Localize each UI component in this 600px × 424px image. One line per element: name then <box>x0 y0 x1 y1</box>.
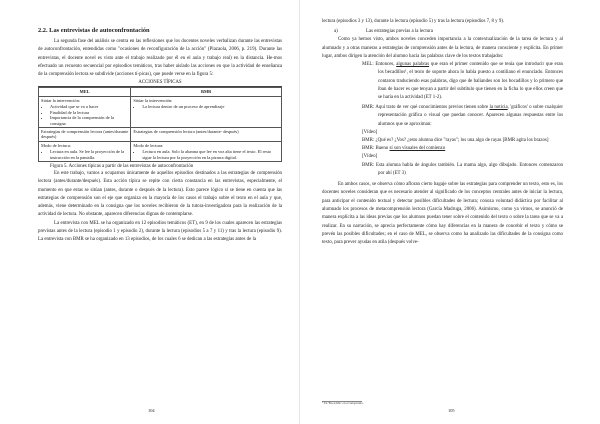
subsection-letter: a) <box>334 29 338 35</box>
video-marker: [Vídeo] <box>362 154 378 160</box>
table-cell <box>39 96 131 127</box>
subsection-title: Las estrategias previas a la lectura <box>366 29 433 35</box>
cell-heading: Modo de lectura: <box>41 142 71 148</box>
quote-bmr <box>362 137 563 145</box>
quote-underlined: algunas palabras <box>396 62 430 68</box>
quote-text: ¹, el texto de soporte ahora lo había puesto a contiliano el enunciado. Entonces contaron traduciendo esas palabras, digo que de baliandes son los bocadillos y lo primero que iban de hacer es que tenyan a partir del subtítulo que tienen en la ficha lo que ellos creen que se haría en la actividad (ET 1-2). <box>378 70 563 100</box>
cell-heading: Sitúar la intervención: <box>41 97 81 103</box>
paragraph: En este trabajo, vamos a ocuparnos únicamente de aquellos episodios destinados a las estrategias de comprensión lectora (antes/durante/después). Esta acción típica se repite con cierta constancia en las entrevistas, especialmente, el momento en que estas se sitúan (antes, durante o después de la lectura). Esto parece lógico si se tiene en cuenta que las estrategias de comprensión son el eje que organiza en la mayoría de los casos el trabajo sobre el texto en el aula y que, además, viene determinado en la consigna que los noveles recibieron de la tutora-investigadora para la realización de la actividad de lectura. No obstante, aparecen diferencias dignas de contemplarse. <box>38 170 282 218</box>
quote-text: Bueno <box>375 146 389 152</box>
quote-text: Esta alumna habla de ángulos también. La mama algo, algo dibujado. Entonces comenzaron por ahí (ET 3) <box>376 162 563 176</box>
list-item: • Actividad que se va a hacer <box>50 104 128 109</box>
quote-text: Entonces, <box>375 62 395 68</box>
speaker-label: BMR: <box>362 146 375 152</box>
table-header-row <box>39 88 282 96</box>
column-header-bmr: BMR <box>131 88 282 96</box>
quote-text: que eran el primer contenido que se tenía que introducir que eran los becadillos <box>378 62 563 76</box>
quote-block <box>362 61 563 178</box>
column-header-mel: MEL <box>39 88 131 96</box>
quote-underlined: sí son vísuales del comienzo <box>389 146 446 152</box>
quote-bmr <box>362 162 563 178</box>
cell-heading: Modo de lectura: <box>133 142 164 148</box>
page-number: 105 <box>448 408 455 413</box>
table-cell <box>131 96 282 127</box>
table-title: ACCIONES TÍPICAS <box>38 80 282 87</box>
paragraph: En ambos casos, se observa cómo afloran cierto bagaje sobre las estrategias para comprender un texto, esto es, los docentes noveles consideran que es necesario atender al significado de los conceptos centrales antes de iniciar la lectura, para anticipar el contenido textual y detectar posibles dificultades de lectura; conoza voluntad didáctica por facilitar al alumnado los procesos de metacomprensión lectora (García Madruga, 2006). Asimismo, como ya vimos, se anunció de manera explícita a las ideas previas que los alumnos puedan tener sobre el contenido del texto o sobre la tarea que se va a realizar. En su narración, se aprecia perfectamente cómo hay diferencias en la manera de concebir el texto y cómo se prevén las posibles dificultades; en el caso de MEL, se observa como ha analizado las dificultades de la consigna como texto, para prever ayudas en atila (después volve- <box>322 182 563 246</box>
speaker-label: MEL: <box>362 62 374 68</box>
footnote: ¹ En 'Bocadillo' en el subpárrafo. <box>322 401 364 405</box>
quote-text: ¿Qué es? ¿Vos? ¿esto alumna dice "rayas"; los una algo de rayas [BMR agita los brazos] <box>375 138 549 144</box>
figure-caption: Figura 5. Acciones típicas a partir de las entrevistas de autoconfrontación <box>50 163 194 169</box>
speaker-label: BMR: <box>362 162 375 168</box>
quote-bmr <box>362 145 563 153</box>
list-item: • Lectura en aula. Se lee la proyección de la instrucción en la pantalla. <box>50 149 128 160</box>
speaker-label: BMR: <box>362 138 375 144</box>
list-item: • Importancia de la comprensión de la consigna <box>50 115 128 126</box>
table-cell <box>39 141 131 161</box>
right-page <box>300 0 600 424</box>
typical-actions-table <box>38 80 282 169</box>
cell-heading: Sitúar la intervención: <box>133 97 173 103</box>
table-row <box>39 127 282 141</box>
quote-mel <box>362 61 563 102</box>
speaker-label: BMR: <box>362 105 375 111</box>
quote-text: Aquí trato de ver qué conocimientos previos tienen sobre <box>375 105 489 111</box>
section-heading: 2.2. Las entrevistas de autoconfrontación <box>38 27 150 34</box>
paragraph: lectura (episodios 3 y 13), durante la lectura (episodio 5) y tras la lectura (episodios 7, 8 y 9). <box>322 19 505 24</box>
paragraph: La entrevista con MEL se ha organizado en 12 episodios temáticos (ET), en 9 de los cuales aparecen las estrategias previstas antes de la lectura (episodio 1 y episodio 2), durante la lectura (episodios 5 a 7 y 11) y tras la lectura (episodio 9). La entrevista con BMR se ha organizado en 13 episodios, de los cuales 6 se dedican a las estrategias antes de la <box>38 220 282 243</box>
table-cell <box>131 141 282 161</box>
quote-underlined: la noticia <box>489 105 508 111</box>
table-row <box>39 141 282 161</box>
table-cell: Estrategias de comprensión lectora (antes/durante después) <box>39 127 131 141</box>
page-number: 104 <box>148 408 155 413</box>
table-cell: Estrategias de comprensión lectora (antes/durante- después) <box>131 127 282 141</box>
list-item: • Lectura en aula. Solo la alumna que lee en voz alta tiene el texto. El resto sigue la lectura por la proyección en la pizarra digital. <box>142 149 279 160</box>
quote-bmr <box>362 104 563 129</box>
table-row <box>39 96 282 127</box>
subsection-heading <box>334 29 563 34</box>
table <box>38 87 282 161</box>
paragraph: Como ya hemos visto, ambos noveles conceden importancia a la contextualización de la tarea de lectura y al alumnado y a otras maneras a estrategias de comprensión antes de la lectura, de manera consciente y explícita. En primer lugar, ambos dirigen la atención del alumno hacia las palabras clave de los textos trabajados: <box>322 37 563 59</box>
list-item: • La lectura dentro de un proceso de aprendizaje <box>142 104 279 109</box>
list-item: • Finalidad de la lectura <box>50 110 128 115</box>
quote-text: , 'gráficos' o sobre cualquier representación gráfica o visual que puedan conocer. Aparecen algunas respuestas entre los alumnos que se aproximan: <box>378 105 563 127</box>
paragraph: La segunda fase del análisis se centra en las reflexiones que los docentes noveles verbalizan durante las entrevistas de autoconfrontación, entendidas como "ocasiones de reconfiguración de la acción" (Plazaola, 2006, p. 219). Durante las entrevistas, el docente novel es visto ante el trabajo realizado por él en el aula y trabajo real) en la distancia. He-mos efectuado un recuento secuencial por episodios temáticos, tras haber aislado las acciones en que la actividad de enseñanza de la comprensión lectora se subdivide (acciones tí-picas), que puede verse en la figura 5: <box>38 39 282 78</box>
video-marker: [Vídeo] <box>362 129 378 135</box>
